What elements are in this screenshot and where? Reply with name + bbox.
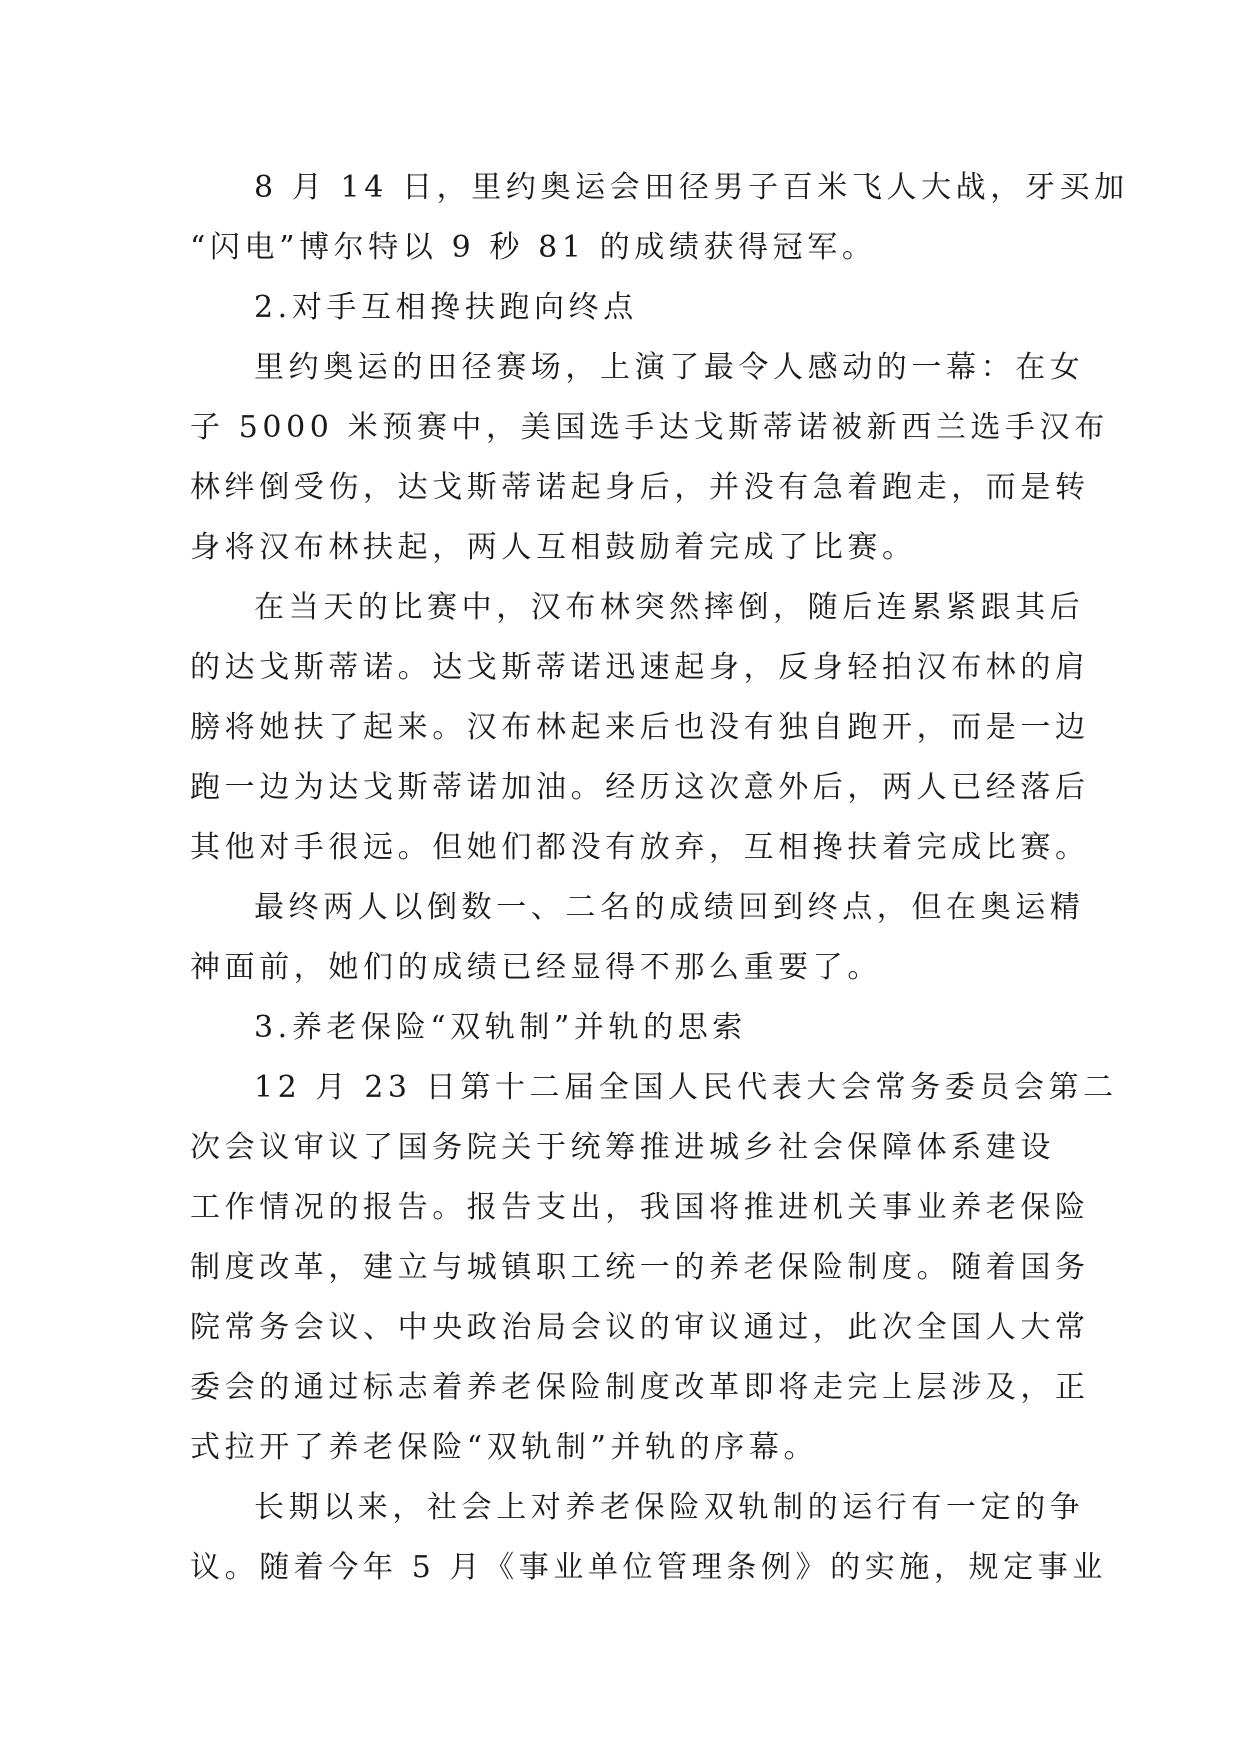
paragraph-line: 院常务会议、中央政治局会议的审议通过，此次全国人大常 (190, 1310, 1090, 1345)
paragraph-line: 其他对手很远。但她们都没有放弃，互相搀扶着完成比赛。 (190, 830, 1090, 865)
section-heading: 2.对手互相搀扶跑向终点 (254, 290, 638, 325)
paragraph-line: 制度改革，建立与城镇职工统一的养老保险制度。随着国务 (190, 1250, 1090, 1285)
paragraph-line: 8 月 14 日，里约奥运会田径男子百米飞人大战，牙买加 (254, 170, 1129, 205)
paragraph-line: 林绊倒受伤，达戈斯蒂诺起身后，并没有急着跑走，而是转 (190, 470, 1090, 505)
paragraph-line: 子 5000 米预赛中，美国选手达戈斯蒂诺被新西兰选手汉布 (190, 410, 1109, 445)
paragraph-line: 次会议审议了国务院关于统筹推进城乡社会保障体系建设 (190, 1130, 1055, 1165)
paragraph-line: 跑一边为达戈斯蒂诺加油。经历这次意外后，两人已经落后 (190, 770, 1090, 805)
paragraph-line: 12 月 23 日第十二届全国人民代表大会常务委员会第二 (254, 1070, 1118, 1105)
paragraph-line: 式拉开了养老保险“双轨制”并轨的序幕。 (190, 1430, 819, 1465)
paragraph-line: 议。随着今年 5 月《事业单位管理条例》的实施，规定事业 (190, 1550, 1107, 1585)
document-body (190, 158, 1129, 1598)
paragraph-line: 长期以来，社会上对养老保险双轨制的运行有一定的争 (254, 1490, 1085, 1525)
paragraph-line: 在当天的比赛中，汉布林突然摔倒，随后连累紧跟其后 (254, 590, 1085, 625)
paragraph-line: 里约奥运的田径赛场，上演了最令人感动的一幕：在女 (254, 350, 1085, 385)
paragraph-line: 委会的通过标志着养老保险制度改革即将走完上层涉及，正 (190, 1370, 1090, 1405)
section-heading: 3.养老保险“双轨制”并轨的思索 (254, 1010, 747, 1045)
paragraph-line: 膀将她扶了起来。汉布林起来后也没有独自跑开，而是一边 (190, 710, 1090, 745)
paragraph-line: 的达戈斯蒂诺。达戈斯蒂诺迅速起身，反身轻拍汉布林的肩 (190, 650, 1090, 685)
paragraph-line: 工作情况的报告。报告支出，我国将推进机关事业养老保险 (190, 1190, 1090, 1225)
paragraph-line: 神面前，她们的成绩已经显得不那么重要了。 (190, 950, 882, 985)
paragraph-line: 最终两人以倒数一、二名的成绩回到终点，但在奥运精 (254, 890, 1085, 925)
paragraph-line: “闪电”博尔特以 9 秒 81 的成绩获得冠军。 (190, 230, 877, 265)
paragraph-line: 身将汉布林扶起，两人互相鼓励着完成了比赛。 (190, 530, 917, 565)
